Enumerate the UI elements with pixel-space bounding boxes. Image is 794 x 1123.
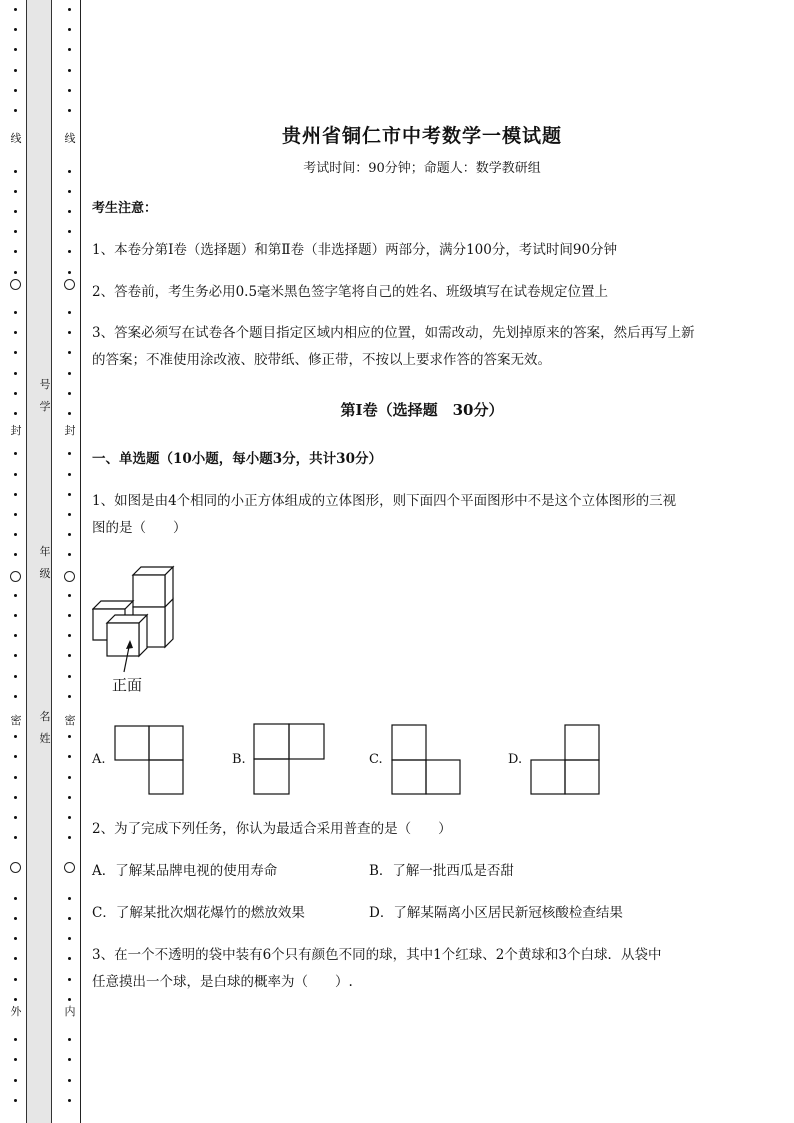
q1-option-b-figure[interactable]	[253, 723, 327, 795]
outer-circle	[10, 862, 21, 873]
binding-dot	[14, 271, 17, 274]
cube-figure	[92, 560, 182, 700]
binding-dot	[68, 675, 71, 678]
q3-stem-line1: 3、在一个不透明的袋中装有6个只有颜色不同的球，其中1个红球、2个黄球和3个白球．从袋中	[92, 947, 662, 963]
binding-dot	[68, 957, 71, 960]
part-heading: 一、单选题（10小题，每小题3分，共计30分）	[92, 451, 382, 467]
binding-dot	[68, 210, 71, 213]
binding-dot	[68, 796, 71, 799]
binding-dot	[14, 533, 17, 536]
binding-dot	[14, 190, 17, 193]
binding-dot	[68, 533, 71, 536]
outer-circle	[10, 571, 21, 582]
q1-option-a-label[interactable]: A.	[92, 752, 106, 767]
binding-dot	[14, 311, 17, 314]
binding-dot	[14, 351, 17, 354]
binding-dot	[68, 473, 71, 476]
binding-dot	[14, 553, 17, 556]
q2-stem: 2、为了完成下列任务，你认为最适合采用普查的是（ ）	[92, 821, 452, 837]
binding-rule	[80, 0, 81, 1123]
binding-dot	[68, 1038, 71, 1041]
binding-dot	[68, 776, 71, 779]
binding-dot	[68, 897, 71, 900]
binding-dot	[68, 230, 71, 233]
binding-dot	[14, 675, 17, 678]
binding-dot	[14, 89, 17, 92]
binding-dot	[68, 1058, 71, 1061]
q1-option-c-label[interactable]: C.	[369, 752, 383, 767]
notice-item-2: 2、答卷前，考生务必用0.5毫米黑色签字笔将自己的姓名、班级填写在试卷规定位置上	[92, 284, 609, 300]
inner-mark-mi: 密	[64, 714, 76, 727]
binding-dot	[14, 897, 17, 900]
binding-dot	[14, 755, 17, 758]
q1-stem-line1: 1、如图是由4个相同的小正方体组成的立体图形，则下面四个平面图形中不是这个立体图形的三视	[92, 493, 677, 509]
binding-dot	[68, 998, 71, 1001]
binding-dot	[68, 1099, 71, 1102]
binding-dot	[68, 978, 71, 981]
binding-dot	[14, 230, 17, 233]
notice-heading: 考生注意：	[92, 201, 158, 216]
outer-mark-wai: 外	[10, 1005, 22, 1018]
page-title: 贵州省铜仁市中考数学一模试题	[281, 125, 562, 147]
binding-dot	[68, 594, 71, 597]
notice-item-3: 3、答案必须写在试卷各个题目指定区域内相应的位置，如需改动，先划掉原来的答案，然后再写上新	[92, 325, 695, 341]
binding-dot	[14, 473, 17, 476]
binding-dot	[14, 836, 17, 839]
binding-dot	[68, 553, 71, 556]
binding-dot	[14, 1038, 17, 1041]
binding-dot	[68, 513, 71, 516]
binding-dot	[68, 48, 71, 51]
binding-dot	[14, 937, 17, 940]
binding-dot	[68, 493, 71, 496]
binding-dot	[68, 311, 71, 314]
outer-mark-xian: 线	[10, 132, 22, 145]
outer-circle	[10, 279, 21, 290]
binding-dot	[68, 170, 71, 173]
binding-dot	[68, 271, 71, 274]
binding-dot	[68, 89, 71, 92]
outer-mark-mi: 密	[10, 714, 22, 727]
binding-dot	[68, 351, 71, 354]
binding-dot	[14, 957, 17, 960]
binding-dot	[68, 755, 71, 758]
q1-option-d-figure[interactable]	[530, 724, 602, 796]
binding-dot	[68, 190, 71, 193]
binding-dot	[68, 735, 71, 738]
q1-option-d-label[interactable]: D.	[508, 752, 523, 767]
binding-dot	[14, 250, 17, 253]
binding-dot	[14, 331, 17, 334]
q1-option-c-figure[interactable]	[391, 724, 463, 796]
binding-dot	[14, 978, 17, 981]
notice-item-3-cont: 的答案；不准使用涂改液、胶带纸、修正带，不按以上要求作答的答案无效。	[92, 352, 551, 368]
binding-dot	[14, 1079, 17, 1082]
q1-option-b-label[interactable]: B.	[232, 752, 246, 767]
binding-dot	[14, 170, 17, 173]
grade-label: 年 级	[39, 545, 51, 580]
q1-option-a-figure[interactable]	[114, 725, 186, 795]
binding-dot	[14, 654, 17, 657]
binding-dot	[14, 513, 17, 516]
binding-dot	[68, 917, 71, 920]
binding-dot	[68, 452, 71, 455]
binding-dot	[68, 836, 71, 839]
binding-dot	[14, 614, 17, 617]
binding-dot	[14, 998, 17, 1001]
q2-option-d[interactable]: D．了解某隔离小区居民新冠核酸检查结果	[369, 905, 623, 921]
inner-circle	[64, 279, 75, 290]
binding-dot	[68, 937, 71, 940]
page-subtitle: 考试时间：90分钟；命题人：数学教研组	[303, 161, 541, 176]
binding-dot	[14, 8, 17, 11]
q2-option-a[interactable]: A．了解某品牌电视的使用寿命	[92, 863, 278, 879]
binding-dot	[14, 695, 17, 698]
front-view-label: 正面	[112, 676, 143, 694]
q2-option-c[interactable]: C．了解某批次烟花爆竹的燃放效果	[92, 905, 305, 921]
binding-dot	[14, 796, 17, 799]
binding-dot	[68, 69, 71, 72]
inner-mark-nei: 内	[64, 1005, 76, 1018]
binding-dot	[68, 634, 71, 637]
inner-mark-feng: 封	[64, 424, 76, 437]
binding-dot	[68, 695, 71, 698]
binding-dot	[68, 412, 71, 415]
outer-dot-column	[9, 0, 23, 1123]
student-id-label: 号 学	[39, 378, 51, 413]
binding-dot	[14, 735, 17, 738]
q3-stem-line2: 任意摸出一个球，是白球的概率为（ ）.	[92, 974, 353, 990]
notice-item-1: 1、本卷分第Ⅰ卷（选择题）和第Ⅱ卷（非选择题）两部分，满分100分，考试时间90分钟	[92, 242, 618, 258]
binding-dot	[68, 816, 71, 819]
binding-dot	[14, 28, 17, 31]
binding-dot	[68, 8, 71, 11]
binding-dot	[68, 654, 71, 657]
binding-dot	[14, 1099, 17, 1102]
q1-stem-line2: 图的是（ ）	[92, 520, 187, 536]
binding-dot	[68, 250, 71, 253]
binding-strip	[0, 0, 84, 1123]
binding-dot	[14, 1058, 17, 1061]
binding-dot	[14, 816, 17, 819]
q2-option-b[interactable]: B．了解一批西瓜是否甜	[369, 863, 514, 879]
binding-dot	[14, 493, 17, 496]
binding-dot	[68, 331, 71, 334]
inner-circle	[64, 862, 75, 873]
binding-dot	[14, 412, 17, 415]
inner-circle	[64, 571, 75, 582]
binding-dot	[14, 392, 17, 395]
binding-dot	[14, 48, 17, 51]
section-title: 第Ⅰ卷（选择题 30分）	[340, 401, 504, 419]
binding-dot	[68, 392, 71, 395]
binding-dot	[14, 210, 17, 213]
binding-dot	[68, 372, 71, 375]
outer-mark-feng: 封	[10, 424, 22, 437]
binding-dot	[68, 614, 71, 617]
binding-dot	[14, 917, 17, 920]
binding-dot	[14, 69, 17, 72]
binding-dot	[14, 776, 17, 779]
binding-dot	[14, 634, 17, 637]
inner-mark-xian: 线	[64, 132, 76, 145]
binding-dot	[14, 452, 17, 455]
inner-dot-column	[63, 0, 77, 1123]
binding-dot	[14, 372, 17, 375]
binding-dot	[68, 28, 71, 31]
name-label: 名 姓	[39, 710, 51, 745]
binding-dot	[14, 594, 17, 597]
binding-dot	[14, 109, 17, 112]
binding-dot	[68, 109, 71, 112]
binding-dot	[68, 1079, 71, 1082]
